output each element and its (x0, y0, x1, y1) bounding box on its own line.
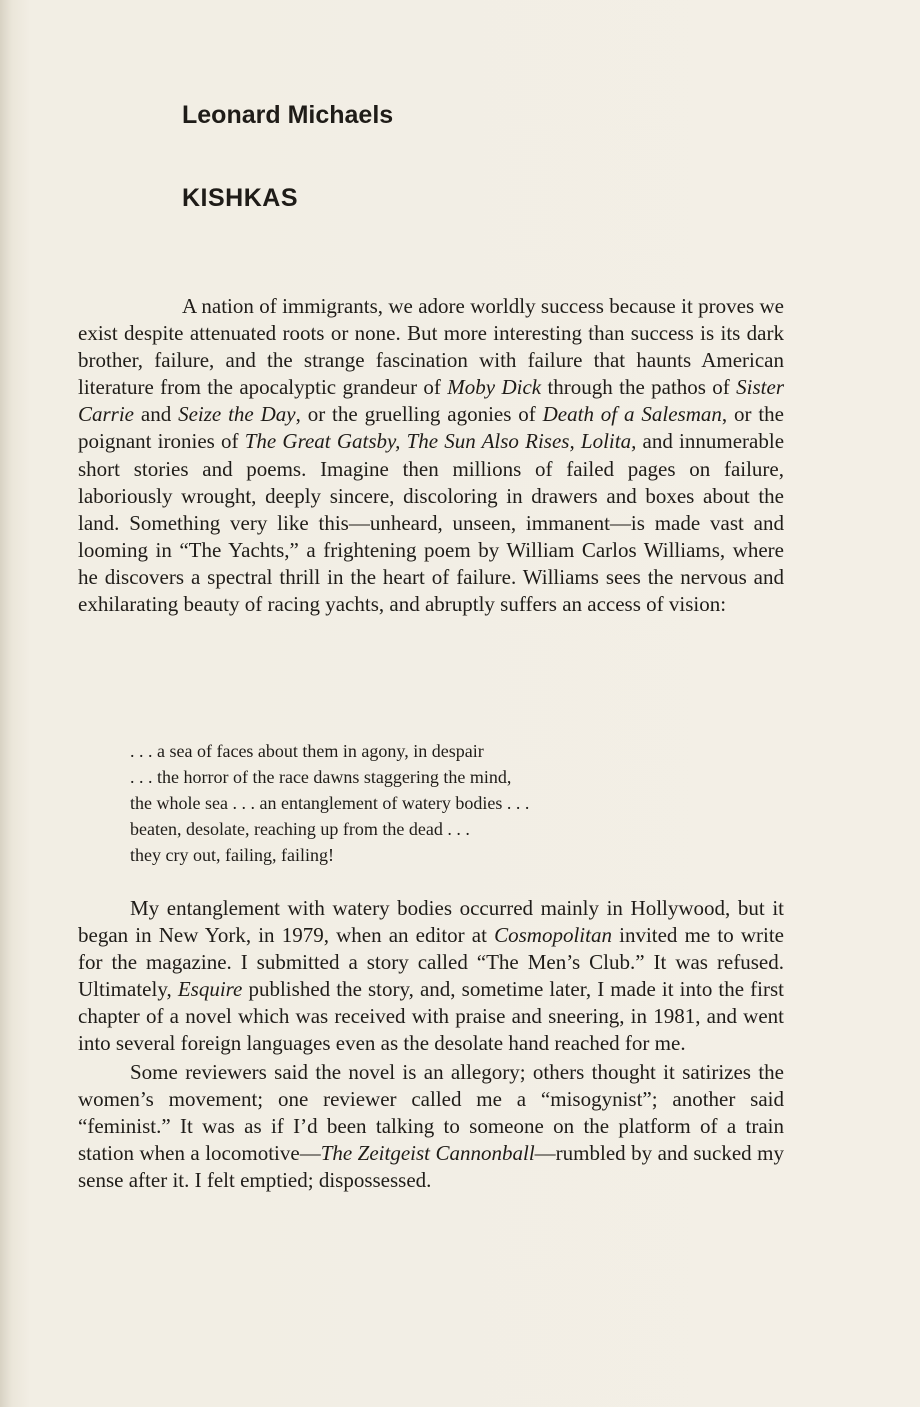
book-titles-list: The Great Gatsby, The Sun Also Rises, Lolita, (244, 429, 637, 454)
text-run: and (134, 402, 179, 427)
poem-line: . . . a sea of faces about them in agony, in despair (130, 741, 484, 761)
essay-title: KISHKAS (182, 184, 299, 212)
book-title-sister-carrie: Sister Carrie (78, 375, 784, 427)
text-run: —rumbled by and sucked my sense after it. I felt emptied; dispossessed. (78, 1140, 784, 1192)
text-run: and innumerable short stories and poems. Imagine then millions of failed pages on failure, laboriously wrought, deeply sincere, discoloring in drawers and boxes about the land. Something very like this—unheard, unseen, immanent—is made vast and looming in “The Yachts,” a frightening poem by William Carlos Williams, where he discovers a spectral thrill in the heart of failure. Williams sees the nervous and exhilarating beauty of racing yachts, and abruptly suffers an access of vision: (78, 429, 785, 617)
text-run: published the story, and, sometime later, I made it into the first chapter of a novel which was received with praise and sneering, in 1981, and went into several foreign languages even as the desolate hand reached for me. (78, 977, 785, 1056)
poem-line: . . . the horror of the race dawns staggering the mind, (130, 767, 512, 787)
poem-line: the whole sea . . . an entanglement of watery bodies . . . (130, 793, 530, 813)
text-run: A nation of immigrants, we adore worldly success because it proves we exist despite attenuated roots or none. But more interesting than success is its dark brother, failure, and the strange fascination with failure that haunts American literature from the apocalyptic grandeur of (78, 294, 784, 400)
text-run: My entanglement with watery bodies occurred mainly in Hollywood, but it began in New York, in 1979, when an editor at (78, 896, 784, 948)
text-run: Some reviewers said the novel is an allegory; others thought it satirizes the women’s movement; one reviewer called me a “misogynist”; another said “feminist.” It was as if I’d been talking to someone on the platform of a train station when a locomotive— (78, 1059, 784, 1165)
book-title-death-of-a-salesman: Death of a Salesman (542, 402, 722, 427)
italic-phrase-zeitgeist: The Zeitgeist Cannonball (320, 1140, 535, 1165)
text-run: , or the poignant ironies of (78, 402, 784, 454)
book-title-moby-dick: Moby Dick (447, 375, 542, 400)
text-run: , or the gruelling agonies of (295, 402, 543, 427)
intro-text (78, 293, 784, 618)
paragraph-3 (78, 1059, 784, 1194)
text-run: through the pathos of (541, 375, 737, 400)
author-name: Leonard Michaels (182, 101, 394, 129)
continued-text (78, 895, 784, 1194)
poem-line: they cry out, failing, failing! (130, 845, 334, 865)
paragraph-1 (78, 293, 784, 618)
magazine-title-cosmopolitan: Cosmopolitan (494, 923, 612, 948)
paragraph-2 (78, 895, 784, 1058)
magazine-title-esquire: Esquire (177, 977, 243, 1002)
book-title-seize-the-day: Seize the Day (178, 402, 296, 427)
text-run: invited me to write for the magazine. I submitted a story called “The Men’s Club.” It was refused. Ultimately, (78, 923, 784, 1002)
poem-quote (130, 738, 770, 868)
poem-line: beaten, desolate, reaching up from the dead . . . (130, 819, 470, 839)
